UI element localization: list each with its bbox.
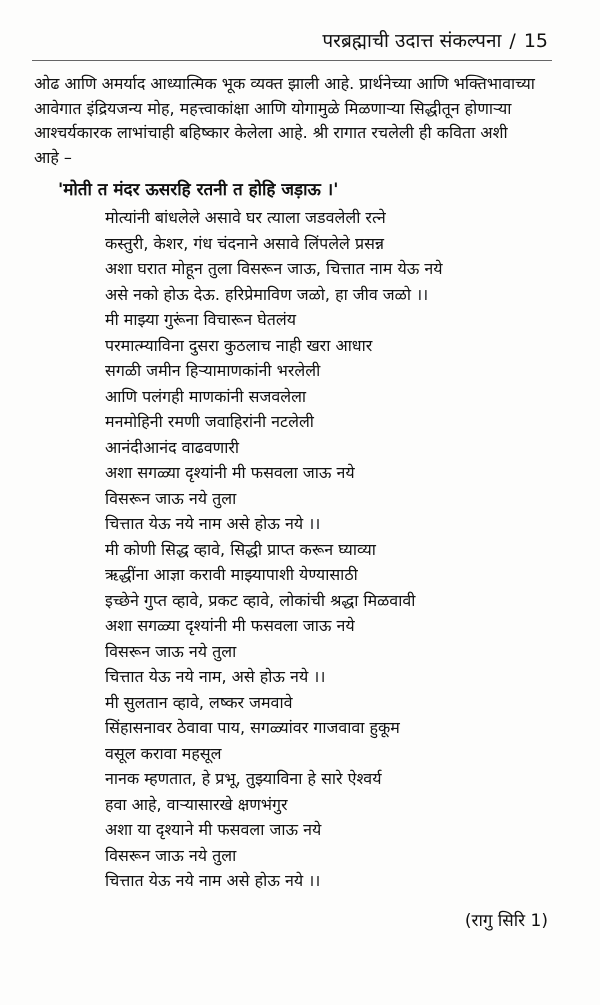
poem-line: आणि पलंगही माणकांनी सजवलेला bbox=[105, 386, 307, 406]
intro-paragraph bbox=[34, 72, 554, 170]
poem bbox=[105, 205, 545, 894]
poem-line: चित्तात येऊ नये नाम, असे होऊ नये ।। bbox=[105, 667, 326, 686]
poem-line: अशा घरात मोहून तुला विसरून जाऊ, चित्तात नाम येऊ नये bbox=[105, 259, 443, 278]
poem-line: चित्तात येऊ नये नाम असे होऊ नये ।। bbox=[105, 514, 321, 533]
poem-line: वसूल करावा महसूल bbox=[105, 743, 222, 763]
poem-line: सगळी जमीन हिऱ्यामाणकांनी भरलेली bbox=[105, 361, 321, 380]
intro-line: आश्चर्यकारक लाभांचाही बहिष्कार केलेला आहे. श्री रागात रचलेली ही कविता अशी bbox=[34, 123, 508, 142]
poem-line: हवा आहे, वाऱ्यासारखे क्षणभंगुर bbox=[105, 794, 288, 814]
poem-line: मी कोणी सिद्ध व्हावे, सिद्धी प्राप्त करून घ्याव्या bbox=[105, 539, 376, 559]
poem-line: विसरून जाऊ नये तुला bbox=[105, 641, 237, 661]
poem-line: सिंहासनावर ठेवावा पाय, सगळ्यांवर गाजवावा हुकूम bbox=[105, 718, 400, 737]
poem-line: मनमोहिनी रमणी जवाहिरांनी नटलेली bbox=[105, 412, 314, 431]
poem-line: अशा सगळ्या दृश्यांनी मी फसवला जाऊ नये bbox=[105, 463, 355, 482]
header-separator: / bbox=[509, 30, 516, 52]
poem-line: विसरून जाऊ नये तुला bbox=[105, 488, 237, 508]
intro-line: आहे – bbox=[34, 147, 72, 167]
poem-line: परमात्म्याविना दुसरा कुठलाच नाही खरा आधार bbox=[105, 335, 373, 355]
poem-line: ऋद्धींना आज्ञा करावी माझ्यापाशी येण्यासाठी bbox=[105, 565, 358, 584]
poem-line: कस्तुरी, केशर, गंध चंदनाने असावे लिंपलेले प्रसन्न bbox=[105, 233, 385, 253]
poem-line: मोत्यांनी बांधलेले असावे घर त्याला जडवलेली रत्ने bbox=[105, 208, 386, 227]
running-title: परब्रह्माची उदात्त संकल्पना bbox=[322, 30, 502, 52]
running-header bbox=[322, 30, 548, 53]
intro-line: आवेगात इंद्रियजन्य मोह, महत्त्वाकांक्षा आणि योगामुळे मिळणाऱ्या सिद्धीतून होणाऱ्या bbox=[34, 98, 512, 118]
header-rule bbox=[32, 60, 552, 61]
poem-line: अशा या दृश्याने मी फसवला जाऊ नये bbox=[105, 820, 322, 839]
poem-line: असे नको होऊ देऊ. हरिप्रेमाविण जळो, हा जीव जळो ।। bbox=[105, 284, 429, 304]
poem-line: इच्छेने गुप्त व्हावे, प्रकट व्हावे, लोकांची श्रद्धा मिळवावी bbox=[105, 590, 416, 610]
poem-line: मी सुलतान व्हावे, लष्कर जमवावे bbox=[105, 692, 293, 712]
poem-line: मी माझ्या गुरूंना विचारून घेतलंय bbox=[105, 310, 296, 329]
poem-line: आनंदीआनंद वाढवणारी bbox=[105, 437, 240, 457]
poem-line: चित्तात येऊ नये नाम असे होऊ नये ।। bbox=[105, 871, 321, 890]
page-number: 15 bbox=[523, 30, 548, 52]
epigraph: 'मोती त मंदर ऊसरहि रतनी त होहि जड़ाऊ ।' bbox=[58, 180, 339, 200]
poem-line: अशा सगळ्या दृश्यांनी मी फसवला जाऊ नये bbox=[105, 616, 355, 635]
poem-line: नानक म्हणतात, हे प्रभू, तुझ्याविना हे सारे ऐश्वर्य bbox=[105, 769, 382, 788]
poem-line: विसरून जाऊ नये तुला bbox=[105, 845, 237, 865]
intro-line: ओढ आणि अमर्याद आध्यात्मिक भूक व्यक्त झाली आहे. प्रार्थनेच्या आणि भक्तिभावाच्या bbox=[34, 74, 535, 93]
source-citation: (रागु सिरि 1) bbox=[464, 911, 548, 931]
